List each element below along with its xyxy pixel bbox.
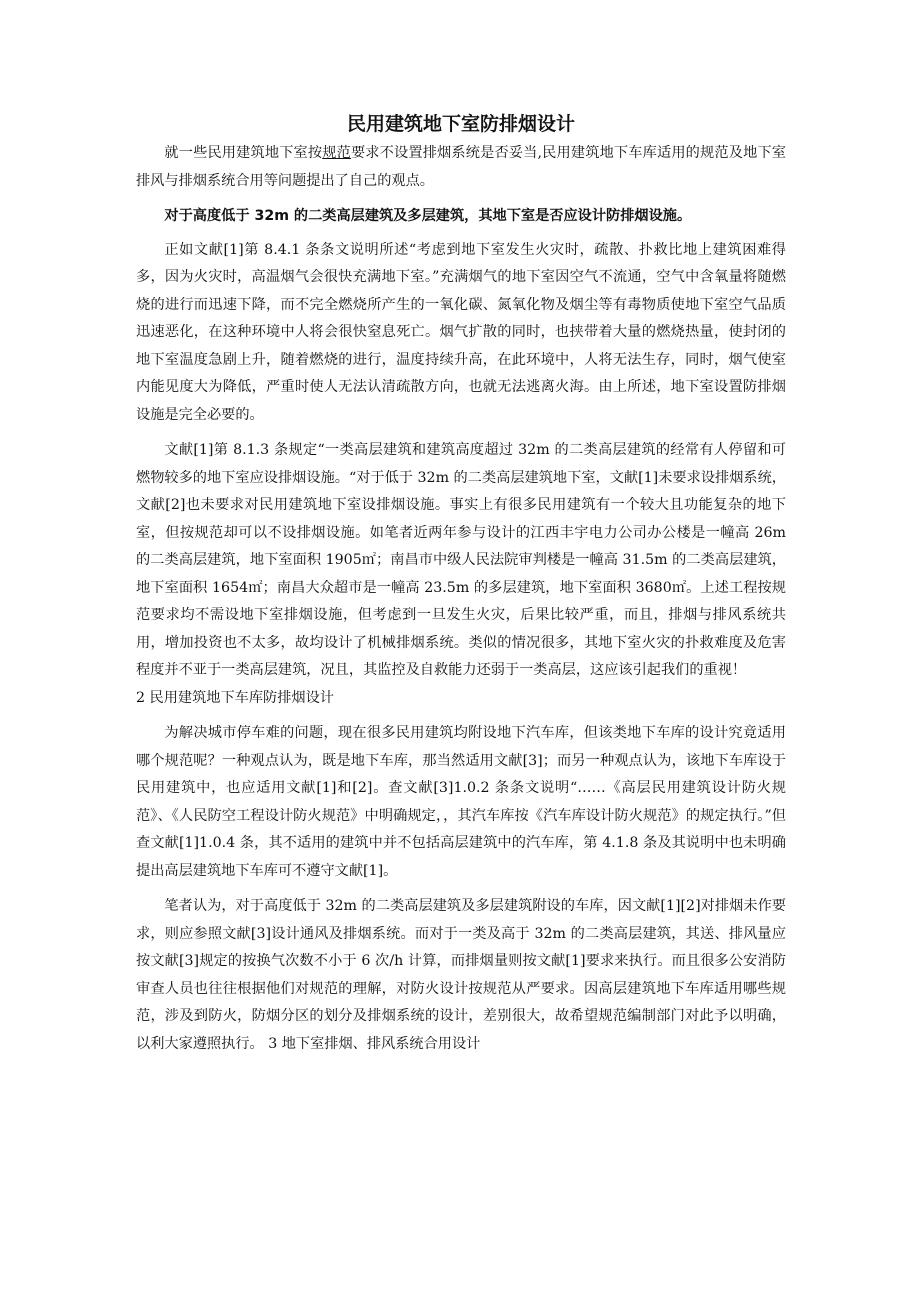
paragraph-3: 为解决城市停车难的问题，现在很多民用建筑均附设地下汽车库，但该类地下车库的设计究竟适用哪个规范呢？一种观点认为，既是地下车库，那当然适用文献[3]；而另一种观点认为，该地下车库设于民用建筑中，也应适用文献[1]和[2]。查文献[3]1.0.2 条条文说明“……《高层民用建筑设计防火规范》、《人民防空工程设计防火规范》中明确规定，，其汽车库按《汽车库设计防火规范》的规定执行。”但查文献[1]1.0.4 条，其不适用的建筑中并不包括高层建筑中的汽车库，第 4.1.8 条及其说明中也未明确提出高层建筑地下车库可不遵守文献[1]。 xyxy=(136,725,786,879)
intro-link-text: 规范 xyxy=(322,145,351,161)
paragraph-1: 正如文献[1]第 8.4.1 条条文说明所述“考虑到地下室发生火灾时，疏散、扑救比地上建筑困难得多，因为火灾时，高温烟气会很快充满地下室。”充满烟气的地下室因空气不流通，空气中含氧量将随燃烧的进行而迅速下降，而不完全燃烧所产生的一氧化碳、氮氧化物及烟尘等有毒物质使地下室空气品质迅速恶化，在这种环境中人将会很快窒息死亡。烟气扩散的同时，也挟带着大量的燃烧热量，使封闭的地下室温度急剧上升，随着燃烧的进行，温度持续升高，在此环境中，人将无法生存，同时，烟气使室内能见度大为降低，严重时使人无法认清疏散方向，也就无法逃离火海。由上所述，地下室设置防排烟设施是完全必要的。 xyxy=(136,241,786,423)
document-title: 民用建筑地下室防排烟设计 xyxy=(346,113,575,135)
paragraph-2: 文献[1]第 8.1.3 条规定“一类高层建筑和建筑高度超过 32m 的二类高层建筑的经常有人停留和可燃物较多的地下室应设排烟设施。“对于低于 32m 的二类高层建筑地下室，文献[1]未要求设排烟系统，文献[2]也未要求对民用建筑地下室设排烟设施。事实上有很多民用建筑有一个较大且功能复杂的地下室，但按规范却可以不设排烟设施。如笔者近两年参与设计的江西丰宇电力公司办公楼是一幢高 26m 的二类高层建筑，地下室面积 1905㎡；南昌市中级人民法院审判楼是一幢高 31.5m 的二类高层建筑，地下室面积 1654㎡；南昌大众超市是一幢高 23.5m 的多层建筑，地下室面积 3680㎡。上述工程按规范要求均不需设地下室排烟设施，但考虑到一旦发生火灾，后果比较严重，而且，排烟与排风系统共用，增加投资也不太多，故均设计了机械排烟系统。类似的情况很多，其地下室火灾的扑救难度及危害程度并不亚于一类高层建筑，况且，其监控及自救能力还弱于一类高层，这应该引起我们的重视！ xyxy=(136,442,786,678)
intro-paragraph xyxy=(136,140,786,195)
question-heading: 对于高度低于 32m 的二类高层建筑及多层建筑，其地下室是否应设计防排烟设施。 xyxy=(164,208,692,224)
intro-text-a: 就一些民用建筑地下室按 xyxy=(164,145,323,161)
paragraph-4: 笔者认为，对于高度低于 32m 的二类高层建筑及多层建筑附设的车库，因文献[1][2]对排烟未作要求，则应参照文献[3]设计通风及排烟系统。而对于一类及高于 32m 的二类高层建筑，其送、排风量应按文献[3]规定的按换气次数不小于 6 次/h 计算，而排烟量则按文献[1]要求来执行。而且很多公安消防审查人员也往往根据他们对规范的理解，对防火设计按规范从严要求。因高层建筑地下车库适用哪些规范，涉及到防火，防烟分区的划分及排烟系统的设计，差别很大，故希望规范编制部门对此予以明确，以利大家遵照执行。 3 地下室排烟、排风系统合用设计 xyxy=(136,898,786,1052)
intro-text-b: 要求不设置排烟系统是否妥当,民用建筑地下车库适用的规范及地下室排风与排烟系统合用等问题提出了自己的观点。 xyxy=(136,145,786,189)
section-2-heading: 2 民用建筑地下车库防排烟设计 xyxy=(136,689,334,706)
document-body xyxy=(136,110,786,1058)
